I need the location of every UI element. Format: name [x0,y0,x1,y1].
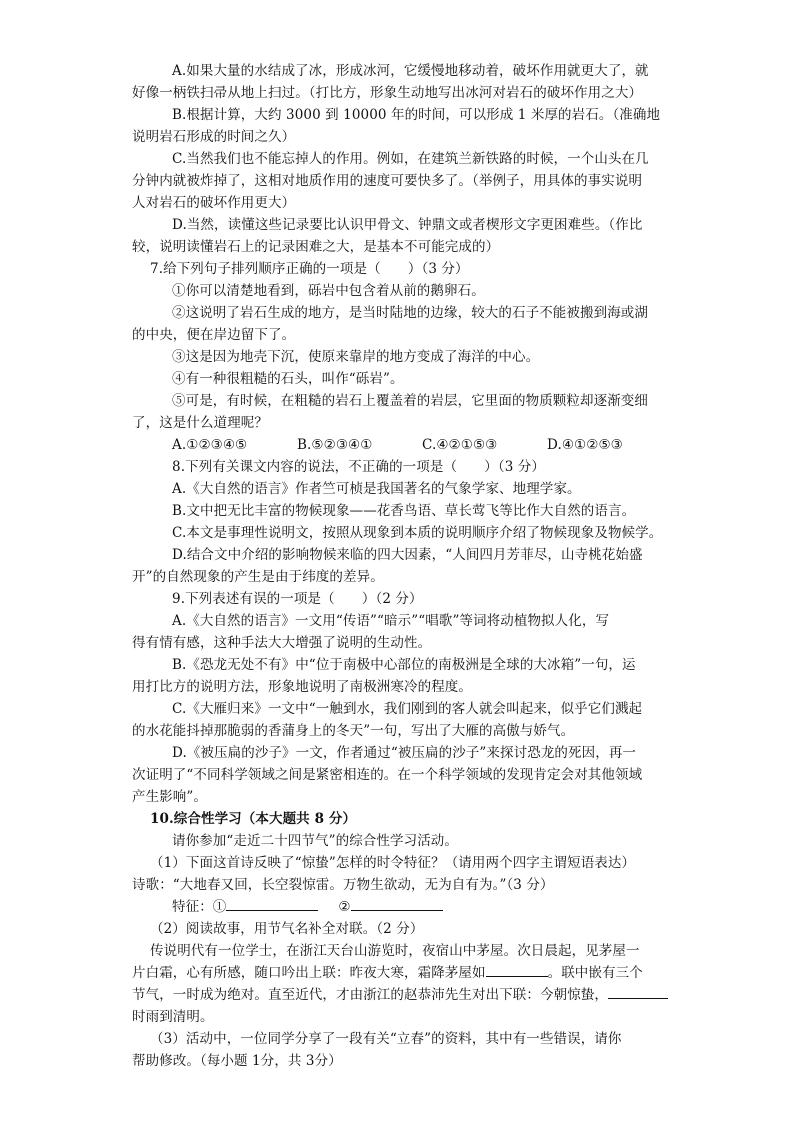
q9-option-b-line1: B.《恐龙无处不有》中“位于南极中心部位的南极洲是全球的大冰箱”一句，运 [172,657,636,673]
q6-option-d-line1: D.当然，读懂这些记录要比认识甲骨文、钟鼎文或者楔形文字更困难些。（作比 [172,217,643,233]
q8-option-d-line2: 开”的自然现象的产生是由于纬度的差异。 [132,569,384,585]
q6-option-a-line1: A.如果大量的水结成了冰，形成冰河，它缓慢地移动着，破坏作用就更大了，就 [172,63,649,79]
q7-sentence-2-line2: 的中央，便在岸边留下了。 [132,327,296,343]
q10-intro: 请你参加“走近二十四节气”的综合性学习活动。 [172,833,459,849]
q9-option-c-line1: C.《大雁归来》一文中“一触到水，我们刚到的客人就会叫起来，似乎它们溅起 [172,701,643,717]
q7-option-c[interactable]: C.④②①⑤③ [422,437,498,453]
q7-sentence-5-line1: ⑤可是，有时候，在粗糙的岩石上覆盖着的岩层，它里面的物质颗粒却逐渐变细 [172,393,648,409]
q7-sentence-5-line2: 了，这是什么道理呢？ [132,415,268,431]
q9-option-d-line3: 产生影响”。 [132,789,208,805]
q10-part3-line2: 帮助修改。（每小题 1分，共 3分） [132,1053,342,1069]
q8-stem: 8.下列有关课文内容的说法，不正确的一项是（ ）（3 分） [172,459,546,475]
couplet-blank-1[interactable] [486,962,548,977]
q7-option-b[interactable]: B.⑤②③④① [297,437,373,453]
story-line2-text-a: 片白霜，心有所感，随口吟出上联：昨夜大寒，霜降茅屋如 [132,965,486,981]
q7-options [132,434,672,456]
q7-sentence-4: ④有一种很粗糙的石头，叫作“砾岩”。 [172,371,404,387]
q10-part3-line1: （3）活动中，一位同学分享了一段有关“立春”的资料，其中有一些错误，请你 [150,1031,622,1047]
q8-option-b: B.文中把无比丰富的物候现象——花香鸟语、草长莺飞等比作大自然的语言。 [172,503,636,519]
q6-option-c-line2: 分钟内就被炸掉了，这相对地质作用的速度可要快多了。（举例子，用具体的事实说明 [132,173,643,189]
feature-label: 特征：① [172,899,227,915]
q6-option-b-line2: 说明岩石形成的时间之久） [132,129,296,145]
q8-option-a: A.《大自然的语言》作者竺可桢是我国著名的气象学家、地理学家。 [172,481,581,497]
q6-option-a-line2: 好像一柄铁扫帚从地上扫过。（打比方，形象生动地写出冰河对岩石的破坏作用之大） [132,85,643,101]
q10-feature-row [132,896,672,918]
q7-sentence-2-line1: ②这说明了岩石生成的地方，是当时陆地的边缘，较大的石子不能被搬到海或湖 [172,305,648,321]
q8-option-c: C.本文是事理性说明文，按照从现象到本质的说明顺序介绍了物候现象及物候学。 [172,525,663,541]
q10-story-line4: 时雨到清明。 [132,1009,214,1025]
q7-sentence-1: ①你可以清楚地看到，砾岩中包含着从前的鹅卵石。 [172,283,485,299]
q10-part1-line2: 诗歌：“大地春又回，长空裂惊雷。万物生欲动，无为自有为。”（3 分） [132,877,554,893]
feature-blank-2[interactable] [351,896,443,911]
q10-title: 10.综合性学习（本大题共 8 分） [150,811,357,827]
q9-option-c-line2: 的水花能抖掉那脆弱的香蒲身上的冬天”一句，写出了大雁的高傲与娇气。 [132,723,575,739]
q7-option-a[interactable]: A.①②③④⑤ [172,437,248,453]
q9-option-a-line1: A.《大自然的语言》一文用“传语”“暗示”“唱歌”等词将动植物拟人化，写 [172,613,610,629]
q10-part1-line1: （1）下面这首诗反映了“惊蛰”怎样的时令特征？（请用两个四字主谓短语表达） [150,855,636,871]
q9-option-d-line2: 次证明了“不同科学领域之间是紧密相连的。在一个科学领域的发现肯定会对其他领域 [132,767,643,783]
q10-story-line1: 传说明代有一位学士，在浙江天台山游览时，夜宿山中茅屋。次日晨起，见茅屋一 [150,943,640,959]
q7-option-d[interactable]: D.④①②⑤③ [547,437,623,453]
q10-story-line3 [132,984,672,1006]
q6-option-d-line2: 较，说明读懂岩石上的记录困难之大，是基本不可能完成的） [132,239,500,255]
story-line2-text-b: 。联中嵌有三个 [547,965,643,981]
q10-story-line2 [132,962,672,984]
q8-option-d-line1: D.结合文中介绍的影响物候来临的四大因素，“人间四月芳菲尽，山寺桃花始盛 [172,547,643,563]
q6-option-c-line3: 人对岩石的破坏作用更大） [132,195,296,211]
q7-stem: 7.给下列句子排列顺序正确的一项是（ ）（3 分） [150,261,469,277]
q7-sentence-3: ③这是因为地壳下沉，使原来靠岸的地方变成了海洋的中心。 [172,349,540,365]
feature-blank-1[interactable] [226,896,318,911]
q10-part2: （2）阅读故事，用节气名补全对联。（2 分） [150,921,424,937]
q6-option-c-line1: C.当然我们也不能忘掉人的作用。例如，在建筑兰新铁路的时候，一个山头在几 [172,151,649,167]
feature-label-2: ② [338,899,351,915]
couplet-blank-2[interactable] [608,984,668,999]
story-line3-text: 节气，一时成为绝对。直至近代，才由浙江的赵恭沛先生对出下联：今朝惊蛰， [132,987,608,1003]
q9-option-d-line1: D.《被压扁的沙子》一文，作者通过“被压扁的沙子”来探讨恐龙的死因，再一 [172,745,637,761]
exam-page [132,60,672,1072]
q9-stem: 9.下列表述有误的一项是（ ）（2 分） [172,591,423,607]
q9-option-a-line2: 得有情有感，这种手法大大增强了说明的生动性。 [132,635,432,651]
q6-option-b-line1: B.根据计算，大约 3000 到 10000 年的时间，可以形成 1 米厚的岩石。（准确地 [172,107,661,123]
q9-option-b-line2: 用打比方的说明方法，形象地说明了南极洲寒冷的程度。 [132,679,472,695]
